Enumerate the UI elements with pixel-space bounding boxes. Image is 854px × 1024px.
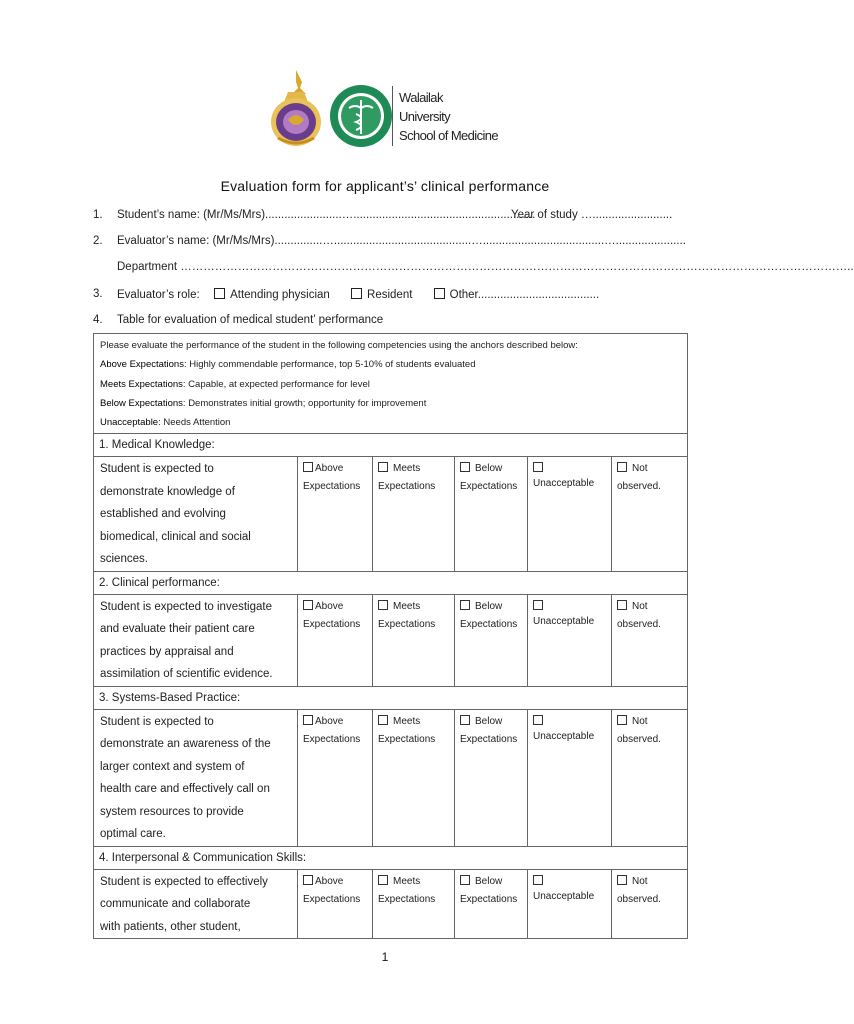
competency-description: Student is expected to demonstrate an awareness of the larger context and system of health care and effectively call on system resources to provide optimal care. [94,709,298,846]
checkbox-icon[interactable] [460,875,470,885]
checkbox-below-expectations[interactable]: Below Expectations [455,709,528,846]
checkbox-meets-expectations[interactable]: Meets Expectations [373,457,455,572]
header-divider [392,86,393,146]
anchor-meets: Meets Expectations: Capable, at expected performance for level [100,378,370,390]
checkbox-icon[interactable] [617,600,627,610]
section-title-clinical-performance: 2. Clinical performance: [94,571,688,594]
checkbox-icon[interactable] [533,600,543,610]
page-number: 1 [381,950,389,964]
checkbox-meets-expectations[interactable]: Meets Expectations [373,594,455,686]
checkbox-icon[interactable] [303,600,313,610]
checkbox-icon[interactable] [303,875,313,885]
checkbox-icon[interactable] [460,600,470,610]
checkbox-not-observed[interactable]: Not observed. [612,457,688,572]
role-checkbox-attending[interactable] [214,288,225,299]
evaluator-name-field[interactable]: Evaluator’s name: (Mr/Ms/Mrs)...............…...........................................…......................................…...................... [117,235,686,247]
university-crest-icon [266,68,326,148]
competency-row [94,709,688,846]
year-of-study-field[interactable]: Year of study …......................... [511,209,673,221]
checkbox-icon[interactable] [378,875,388,885]
role-option-resident: Resident [367,289,413,301]
anchor-descriptions [94,334,688,434]
competency-description: Student is expected to demonstrate knowledge of established and evolving biomedical, clinical and social sciences. [94,457,298,572]
checkbox-icon[interactable] [533,875,543,885]
checkbox-icon[interactable] [303,715,313,725]
item-number: 2. [93,235,103,247]
checkbox-above-expectations[interactable]: Above Expectations [298,709,373,846]
checkbox-icon[interactable] [460,462,470,472]
checkbox-icon[interactable] [533,462,543,472]
item-number: 3. [93,288,103,300]
section-title-systems-based-practice: 3. Systems-Based Practice: [94,686,688,709]
checkbox-icon[interactable] [378,462,388,472]
checkbox-above-expectations[interactable]: Above Expectations [298,594,373,686]
section-title-medical-knowledge: 1. Medical Knowledge: [94,434,688,457]
checkbox-unacceptable[interactable]: Unacceptable [528,869,612,939]
evaluator-role-row [117,288,599,301]
checkbox-below-expectations[interactable]: Below Expectations [455,457,528,572]
anchor-unacceptable: Unacceptable: Needs Attention [100,417,231,429]
role-checkbox-resident[interactable] [351,288,362,299]
role-checkbox-other[interactable] [434,288,445,299]
competency-row [94,594,688,686]
competency-description: Student is expected to effectively communicate and collaborate with patients, other student, [94,869,298,939]
checkbox-icon[interactable] [303,462,313,472]
checkbox-icon[interactable] [617,875,627,885]
role-option-attending: Attending physician [230,289,330,301]
anchor-above: Above Expectations: Highly commendable performance, top 5-10% of students evaluated [100,359,476,371]
competency-row [94,457,688,572]
checkbox-below-expectations[interactable]: Below Expectations [455,869,528,939]
header-logos [266,68,506,150]
competency-description: Student is expected to investigate and evaluate their patient care practices by appraisal and assimilation of scientific evidence. [94,594,298,686]
university-name: Walailak University School of Medicine [399,90,499,143]
intro-text: Please evaluate the performance of the student in the following competencies using the anchors described below: [100,340,578,351]
form-title: Evaluation form for applicant’s’ clinical performance [220,178,550,194]
checkbox-meets-expectations[interactable]: Meets Expectations [373,709,455,846]
checkbox-icon[interactable] [617,462,627,472]
role-option-other: Other...................................... [449,289,600,301]
checkbox-icon[interactable] [378,600,388,610]
checkbox-above-expectations[interactable]: Above Expectations [298,869,373,939]
checkbox-unacceptable[interactable]: Unacceptable [528,709,612,846]
checkbox-below-expectations[interactable]: Below Expectations [455,594,528,686]
checkbox-unacceptable[interactable]: Unacceptable [528,457,612,572]
evaluation-table [93,333,688,939]
checkbox-icon[interactable] [533,715,543,725]
competency-row [94,869,688,939]
school-of-medicine-logo-icon [329,84,393,148]
department-field[interactable]: Department ………………………………………………………………………………………………………………………………………………………….. [117,261,854,273]
student-name-field[interactable]: Student’s name: (Mr/Ms/Mrs)........................…......................................................... [117,209,536,221]
checkbox-unacceptable[interactable]: Unacceptable [528,594,612,686]
role-label: Evaluator’s role: [117,289,200,301]
checkbox-not-observed[interactable]: Not observed. [612,869,688,939]
checkbox-not-observed[interactable]: Not observed. [612,709,688,846]
item-number: 1. [93,209,103,221]
table-label: Table for evaluation of medical student’ performance [117,314,384,326]
checkbox-above-expectations[interactable]: Above Expectations [298,457,373,572]
checkbox-icon[interactable] [460,715,470,725]
item-number: 4. [93,314,103,326]
anchor-below: Below Expectations: Demonstrates initial growth; opportunity for improvement [100,397,427,409]
checkbox-icon[interactable] [378,715,388,725]
checkbox-icon[interactable] [617,715,627,725]
checkbox-meets-expectations[interactable]: Meets Expectations [373,869,455,939]
section-title-interpersonal-communication: 4. Interpersonal & Communication Skills: [94,846,688,869]
checkbox-not-observed[interactable]: Not observed. [612,594,688,686]
